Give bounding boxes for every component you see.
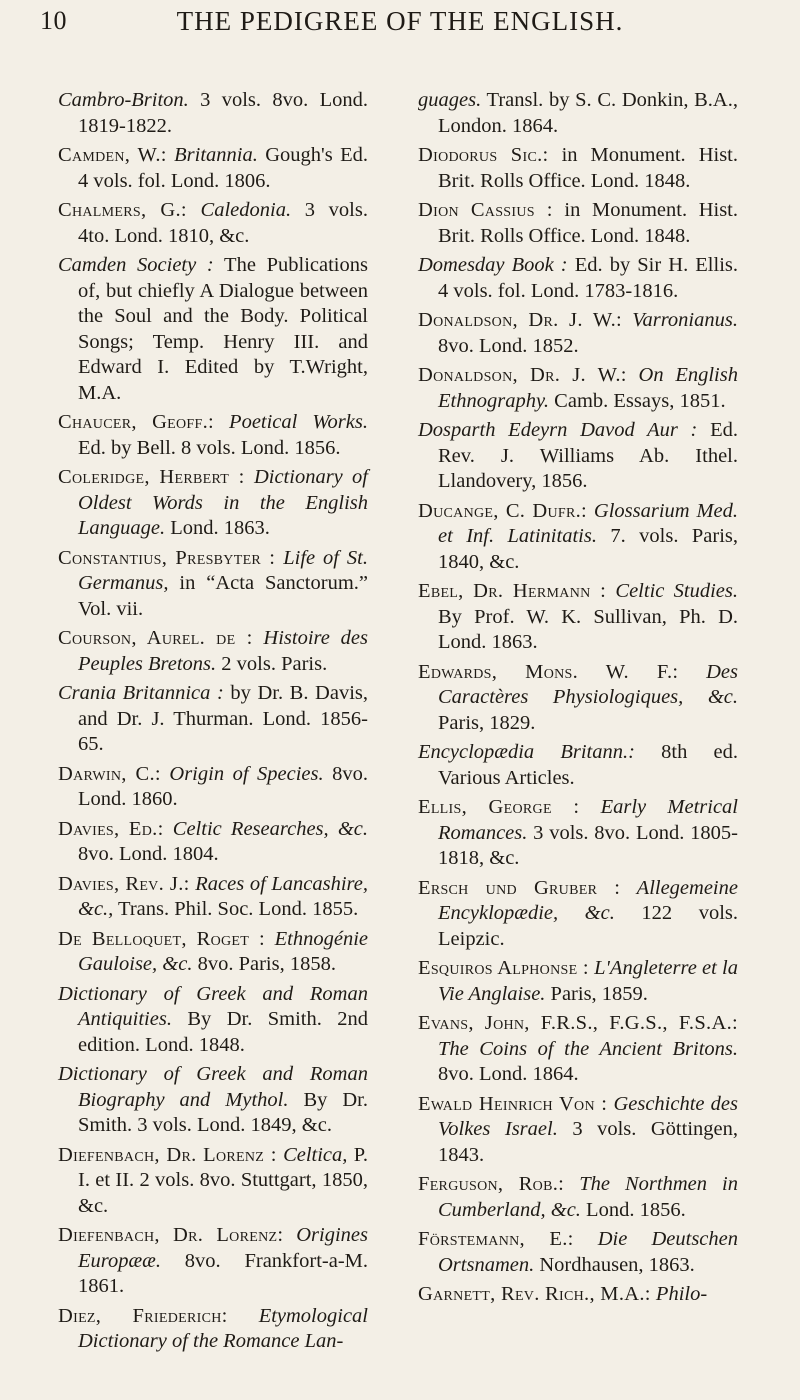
entry-title: Origines Europææ. <box>78 1224 368 1272</box>
bibliography-entry <box>58 88 368 139</box>
entry-details: 8vo. Paris, 1858. <box>192 953 336 975</box>
bibliography-entry <box>58 1304 368 1355</box>
bibliography-entry <box>418 363 738 414</box>
entry-details: Transl. by S. C. Donkin, B.A., London. 1864. <box>438 89 738 137</box>
entry-author: Camden, W.: <box>58 144 167 166</box>
entry-details: Ed. by Bell. 8 vols. Lond. 1856. <box>78 436 341 459</box>
entry-author: Ersch und Gruber : <box>418 876 621 899</box>
bibliography-entry <box>58 626 368 677</box>
entry-author: Donaldson, Dr. J. W.: <box>418 364 627 386</box>
running-title: THE PEDIGREE OF THE ENGLISH. <box>176 6 624 36</box>
entry-author: Ellis, George : <box>418 796 580 818</box>
bibliography-entry <box>58 465 368 542</box>
bibliography-entry <box>418 740 738 791</box>
entry-title: Cambro-Briton. <box>58 89 189 111</box>
entry-details: Lond. 1856. <box>580 1198 686 1221</box>
entry-title: Varronianus. <box>622 309 738 331</box>
entry-details: The Publications of, but chiefly A Dialogue between the Soul and the Body. Political Songs; Temp. Henry III. and Edward I. Edited by T.Wright, M.A. <box>78 254 368 404</box>
entry-author: Davies, Rev. J.: <box>58 872 190 895</box>
entry-author: Chaucer, Geoff.: <box>58 411 215 433</box>
entry-title: Origin of Species. <box>160 762 324 785</box>
entry-title: Celtica, <box>276 1143 348 1166</box>
bibliography-entry <box>58 546 368 623</box>
entry-title: Poetical Works. <box>214 411 368 433</box>
entry-author: Courson, Aurel. de : <box>58 627 253 649</box>
entry-details: Camb. Essays, 1851. <box>549 389 726 412</box>
bibliography-entry <box>418 418 738 495</box>
entry-details: by Dr. B. Davis, and Dr. J. Thurman. Lond. 1856-65. <box>78 682 368 755</box>
bibliography-entry <box>418 1011 738 1088</box>
bibliography-entry <box>418 876 738 953</box>
bibliography-entry <box>58 762 368 813</box>
entry-title: Domesday Book : <box>418 254 568 276</box>
entry-details: 3 vols. Göttingen, 1843. <box>438 1118 738 1166</box>
entry-title: Allegemeine Encyklopædie, &c. <box>438 876 738 924</box>
bibliography-entry <box>418 1227 738 1278</box>
entry-author: Evans, John, F.R.S., F.G.S., F.S.A.: <box>418 1012 738 1034</box>
bibliography-entry <box>58 410 368 461</box>
bibliography-entry <box>58 681 368 758</box>
entry-author: Ebel, Dr. Hermann : <box>418 580 607 602</box>
entry-author: Donaldson, Dr. J. W.: <box>418 309 623 331</box>
entry-details: 8vo. Lond. 1804. <box>78 843 219 865</box>
entry-author: Dion Cassius : <box>418 199 553 221</box>
entry-details: 3 vols. 8vo. Lond. 1805-1818, &c. <box>438 821 738 869</box>
entry-title: Glossarium Med. et Inf. Latinitatis. <box>438 499 738 547</box>
entry-title: Early Metrical Romances. <box>438 796 738 844</box>
entry-details: 8vo. Lond. 1852. <box>438 334 579 357</box>
entry-details: 3 vols. 8vo. Lond. 1819-1822. <box>78 89 368 137</box>
entry-details: 8vo. Lond. 1864. <box>438 1063 579 1085</box>
entry-author: Ewald Heinrich Von : <box>418 1092 608 1115</box>
entry-author: Diefenbach, Dr. Lorenz : <box>58 1143 277 1166</box>
entry-author: Garnett, Rev. Rich., M.A.: <box>418 1283 651 1305</box>
entry-title: Histoire des Peuples Bretons. <box>78 627 369 675</box>
entry-title: Geschichte des Volkes Israel. <box>438 1092 738 1140</box>
entry-title: On English Ethnography. <box>438 364 738 412</box>
bibliography-entry <box>418 88 738 139</box>
bibliography-entry <box>418 499 738 576</box>
entry-title: Camden Society : <box>58 254 214 276</box>
entry-details: in Monument. Hist. Brit. Rolls Office. Lond. 1848. <box>438 144 738 192</box>
bibliography-entry <box>58 1143 368 1220</box>
entry-title: The Coins of the Ancient Britons. <box>438 1037 738 1060</box>
entry-title: Celtic Researches, &c. <box>163 817 368 840</box>
bibliography-entry <box>418 795 738 872</box>
entry-author: Constantius, Presbyter : <box>58 546 276 569</box>
bibliography-entry <box>58 253 368 406</box>
bibliography-entry <box>418 143 738 194</box>
entry-details: in “Acta Sanctorum.” Vol. vii. <box>78 572 368 620</box>
bibliography-entry <box>418 1172 738 1223</box>
page-header <box>40 6 760 40</box>
bibliography-left-column <box>58 88 368 1359</box>
bibliography-entry <box>418 198 738 249</box>
entry-title: Races of Lancashire, &c., <box>78 872 368 920</box>
entry-details: By Prof. W. K. Sullivan, Ph. D. Lond. 1863. <box>438 605 738 653</box>
entry-details: Trans. Phil. Soc. Lond. 1855. <box>113 898 359 920</box>
entry-title: L'Angleterre et la Vie Anglaise. <box>438 957 738 1005</box>
entry-details: 7. vols. Paris, 1840, &c. <box>438 525 738 573</box>
entry-author: Esquiros Alphonse : <box>418 957 589 979</box>
entry-title: Dictionary of Oldest Words in the English Language. <box>78 466 368 539</box>
entry-author: Darwin, C.: <box>58 762 161 785</box>
entry-details: Paris, 1829. <box>438 711 536 734</box>
entry-author: Edwards, Mons. W. F.: <box>418 660 679 683</box>
entry-title: Die Deutschen Ortsnamen. <box>438 1228 738 1276</box>
entry-details: Paris, 1859. <box>545 982 648 1005</box>
entry-details: 122 vols. Leipzic. <box>438 902 738 950</box>
bibliography-entry <box>418 308 738 359</box>
entry-details: Lond. 1863. <box>165 517 270 539</box>
entry-details: 8th ed. Various Articles. <box>438 741 739 789</box>
entry-details: Ed. by Sir H. Ellis. 4 vols. fol. Lond. 1783-1816. <box>438 254 738 302</box>
entry-author: Diefenbach, Dr. Lorenz: <box>58 1224 284 1246</box>
entry-details: By Dr. Smith. 3 vols. Lond. 1849, &c. <box>78 1088 368 1136</box>
entry-details: in Monument. Hist. Brit. Rolls Office. Lond. 1848. <box>438 199 738 247</box>
entry-author: Diez, Friederich: <box>58 1304 228 1327</box>
entry-details: Nordhausen, 1863. <box>534 1253 695 1276</box>
bibliography-entry <box>58 982 368 1059</box>
bibliography-entry <box>418 1282 738 1308</box>
page-number: 10 <box>40 6 67 35</box>
bibliography-entry <box>418 956 738 1007</box>
entry-title: Dictionary of Greek and Roman Antiquities. <box>58 982 368 1030</box>
entry-title: Philo- <box>650 1283 708 1305</box>
bibliography-entry <box>58 1223 368 1300</box>
entry-title: Life of St. Germanus, <box>78 546 368 594</box>
bibliography-entry <box>58 198 368 249</box>
entry-details: 8vo. Lond. 1860. <box>78 762 369 810</box>
entry-author: Coleridge, Herbert : <box>58 466 245 488</box>
entry-details: By Dr. Smith. 2nd edition. Lond. 1848. <box>78 1008 368 1056</box>
entry-author: Ferguson, Rob.: <box>418 1173 565 1195</box>
bibliography-right-column <box>418 88 738 1312</box>
entry-title: Celtic Studies. <box>606 580 738 602</box>
bibliography-entry <box>58 143 368 194</box>
entry-author: Ducange, C. Dufr.: <box>418 499 588 522</box>
entry-details: Gough's Ed. 4 vols. fol. Lond. 1806. <box>78 144 368 192</box>
bibliography-entry <box>418 660 738 737</box>
entry-details: Ed. Rev. J. Williams Ab. Ithel. Llandovery, 1856. <box>438 419 739 492</box>
entry-title: Dictionary of Greek and Roman Biography and Mythol. <box>58 1063 368 1111</box>
bibliography-entry <box>58 872 368 923</box>
entry-title: guages. <box>418 89 482 111</box>
entry-title: Encyclopædia Britann.: <box>418 741 635 763</box>
entry-author: Diodorus Sic.: <box>418 144 549 166</box>
entry-title: The Northmen in Cumberland, &c. <box>438 1173 738 1221</box>
entry-author: De Belloquet, Roget : <box>58 927 266 950</box>
entry-details: P. I. et II. 2 vols. 8vo. Stuttgart, 1850, &c. <box>78 1143 368 1217</box>
entry-title: Etymological Dictionary of the Romance Lan- <box>78 1304 368 1352</box>
entry-title: Des Caractères Physiologiques, &c. <box>438 660 738 708</box>
entry-title: Crania Britannica : <box>58 682 224 704</box>
entry-title: Caledonia. <box>186 199 292 221</box>
bibliography-entry <box>418 579 738 656</box>
entry-author: Chalmers, G.: <box>58 199 187 221</box>
bibliography-entry <box>58 927 368 978</box>
entry-author: Davies, Ed.: <box>58 817 164 840</box>
entry-details: 3 vols. 4to. Lond. 1810, &c. <box>78 199 368 247</box>
entry-details: 8vo. Frankfort-a-M. 1861. <box>78 1249 368 1297</box>
bibliography-entry <box>58 1062 368 1139</box>
bibliography-entry <box>418 1092 738 1169</box>
entry-title: Ethnogénie Gauloise, &c. <box>78 927 368 975</box>
bibliography-entry <box>58 817 368 868</box>
entry-author: Förstemann, E.: <box>418 1228 574 1250</box>
entry-details: 2 vols. Paris. <box>216 652 328 675</box>
entry-title: Britannia. <box>166 144 258 166</box>
bibliography-entry <box>418 253 738 304</box>
entry-title: Dosparth Edeyrn Davod Aur : <box>418 419 698 441</box>
